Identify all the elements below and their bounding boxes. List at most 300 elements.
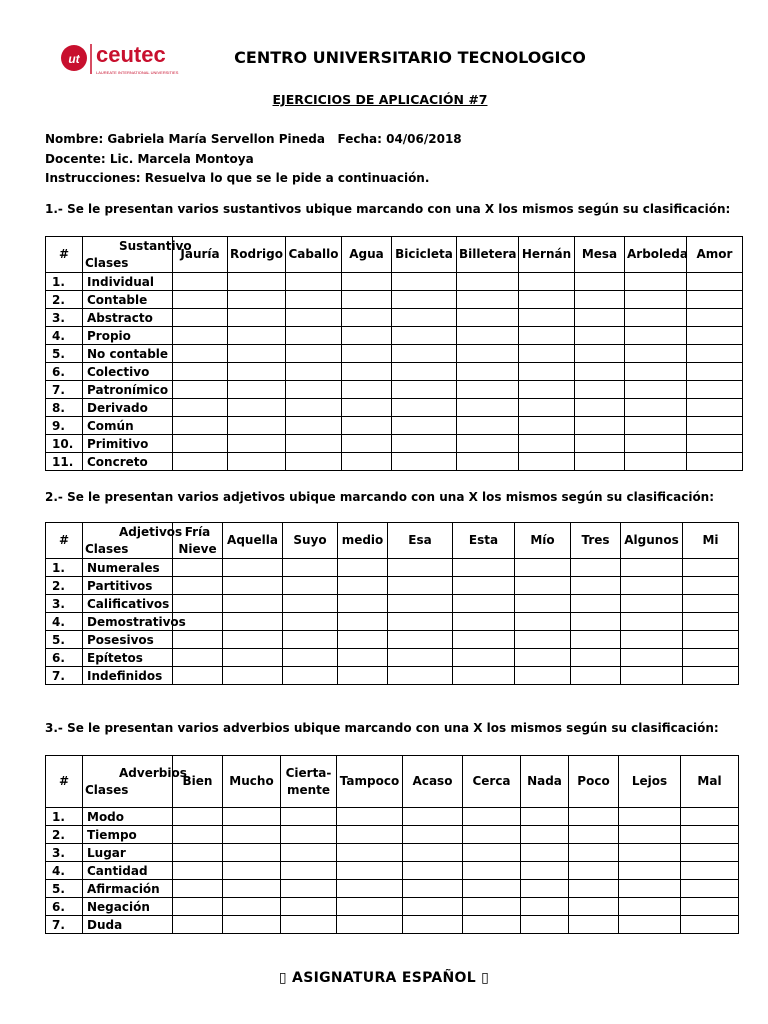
answer-cell[interactable] xyxy=(515,559,571,577)
answer-cell[interactable] xyxy=(388,667,453,685)
answer-cell[interactable] xyxy=(687,327,743,345)
answer-cell[interactable] xyxy=(575,363,625,381)
answer-cell[interactable] xyxy=(687,273,743,291)
answer-cell[interactable] xyxy=(621,613,683,631)
answer-cell[interactable] xyxy=(223,631,283,649)
answer-cell[interactable] xyxy=(571,577,621,595)
answer-cell[interactable] xyxy=(453,667,515,685)
col-header-word: Algunos xyxy=(621,523,683,559)
answer-cell[interactable] xyxy=(337,898,403,916)
row-class-label: Lugar xyxy=(83,844,173,862)
row-number: 4. xyxy=(46,613,83,631)
answer-cell[interactable] xyxy=(687,381,743,399)
answer-cell[interactable] xyxy=(681,880,739,898)
answer-cell[interactable] xyxy=(392,435,457,453)
answer-cell[interactable] xyxy=(463,862,521,880)
col-header-word: Mi xyxy=(683,523,739,559)
answer-cell[interactable] xyxy=(338,577,388,595)
answer-cell[interactable] xyxy=(521,916,569,934)
answer-cell[interactable] xyxy=(173,327,228,345)
answer-cell[interactable] xyxy=(463,808,521,826)
answer-cell[interactable] xyxy=(388,595,453,613)
row-class-label: Demostrativos xyxy=(83,613,173,631)
answer-cell[interactable] xyxy=(286,291,342,309)
answer-cell[interactable] xyxy=(519,291,575,309)
col-header-word: Cerca xyxy=(463,756,521,808)
answer-cell[interactable] xyxy=(515,613,571,631)
answer-cell[interactable] xyxy=(687,453,743,471)
answer-cell[interactable] xyxy=(283,577,338,595)
answer-cell[interactable] xyxy=(521,826,569,844)
answer-cell[interactable] xyxy=(621,631,683,649)
answer-cell[interactable] xyxy=(338,613,388,631)
row-class-label: Derivado xyxy=(83,399,173,417)
answer-cell[interactable] xyxy=(342,345,392,363)
row-number: 1. xyxy=(46,273,83,291)
row-number: 6. xyxy=(46,649,83,667)
row-class-label: Contable xyxy=(83,291,173,309)
answer-cell[interactable] xyxy=(286,309,342,327)
answer-cell[interactable] xyxy=(571,667,621,685)
answer-cell[interactable] xyxy=(286,381,342,399)
answer-cell[interactable] xyxy=(173,273,228,291)
answer-cell[interactable] xyxy=(519,309,575,327)
table-row xyxy=(46,826,739,844)
answer-cell[interactable] xyxy=(388,631,453,649)
answer-cell[interactable] xyxy=(223,862,281,880)
table-header-row xyxy=(46,237,743,273)
answer-cell[interactable] xyxy=(681,826,739,844)
answer-cell[interactable] xyxy=(342,453,392,471)
answer-cell[interactable] xyxy=(621,649,683,667)
answer-cell[interactable] xyxy=(625,309,687,327)
answer-cell[interactable] xyxy=(223,844,281,862)
answer-cell[interactable] xyxy=(392,345,457,363)
answer-cell[interactable] xyxy=(228,381,286,399)
answer-cell[interactable] xyxy=(281,898,337,916)
answer-cell[interactable] xyxy=(223,613,283,631)
answer-cell[interactable] xyxy=(223,559,283,577)
answer-cell[interactable] xyxy=(403,898,463,916)
col-header-word: Arboleda xyxy=(625,237,687,273)
answer-cell[interactable] xyxy=(681,844,739,862)
answer-cell[interactable] xyxy=(519,435,575,453)
answer-cell[interactable] xyxy=(619,808,681,826)
answer-cell[interactable] xyxy=(457,309,519,327)
answer-cell[interactable] xyxy=(173,435,228,453)
answer-cell[interactable] xyxy=(625,435,687,453)
answer-cell[interactable] xyxy=(392,309,457,327)
answer-cell[interactable] xyxy=(457,399,519,417)
answer-cell[interactable] xyxy=(571,559,621,577)
answer-cell[interactable] xyxy=(619,898,681,916)
col-header-word: Fría Nieve xyxy=(173,523,223,559)
answer-cell[interactable] xyxy=(342,363,392,381)
answer-cell[interactable] xyxy=(625,399,687,417)
answer-cell[interactable] xyxy=(463,916,521,934)
answer-cell[interactable] xyxy=(683,631,739,649)
answer-cell[interactable] xyxy=(687,417,743,435)
row-number: 3. xyxy=(46,844,83,862)
answer-cell[interactable] xyxy=(173,417,228,435)
answer-cell[interactable] xyxy=(521,898,569,916)
row-class-label: Concreto xyxy=(83,453,173,471)
answer-cell[interactable] xyxy=(569,844,619,862)
col-header-word: Esta xyxy=(453,523,515,559)
answer-cell[interactable] xyxy=(575,327,625,345)
answer-cell[interactable] xyxy=(687,309,743,327)
answer-cell[interactable] xyxy=(687,345,743,363)
row-class-label: Patronímico xyxy=(83,381,173,399)
answer-cell[interactable] xyxy=(173,880,223,898)
answer-cell[interactable] xyxy=(571,613,621,631)
answer-cell[interactable] xyxy=(681,898,739,916)
answer-cell[interactable] xyxy=(283,595,338,613)
answer-cell[interactable] xyxy=(223,898,281,916)
answer-cell[interactable] xyxy=(521,880,569,898)
row-number: 7. xyxy=(46,667,83,685)
answer-cell[interactable] xyxy=(687,363,743,381)
answer-cell[interactable] xyxy=(392,363,457,381)
answer-cell[interactable] xyxy=(621,577,683,595)
answer-cell[interactable] xyxy=(342,291,392,309)
q3-prompt: 3.- Se le presentan varios adverbios ubique marcando con una X los mismos según su clasificación: xyxy=(45,721,719,735)
answer-cell[interactable] xyxy=(681,808,739,826)
answer-cell[interactable] xyxy=(338,595,388,613)
answer-cell[interactable] xyxy=(571,649,621,667)
answer-cell[interactable] xyxy=(625,345,687,363)
answer-cell[interactable] xyxy=(403,880,463,898)
answer-cell[interactable] xyxy=(463,826,521,844)
answer-cell[interactable] xyxy=(575,417,625,435)
table-row xyxy=(46,417,743,435)
row-number: 5. xyxy=(46,345,83,363)
table-row xyxy=(46,649,739,667)
answer-cell[interactable] xyxy=(625,327,687,345)
answer-cell[interactable] xyxy=(519,327,575,345)
answer-cell[interactable] xyxy=(337,844,403,862)
answer-cell[interactable] xyxy=(519,273,575,291)
instructions-line: Instrucciones: Resuelva lo que se le pide a continuación. xyxy=(45,171,430,185)
answer-cell[interactable] xyxy=(575,309,625,327)
answer-cell[interactable] xyxy=(173,808,223,826)
answer-cell[interactable] xyxy=(519,345,575,363)
col-header-word: Jauría xyxy=(173,237,228,273)
table-row xyxy=(46,613,739,631)
answer-cell[interactable] xyxy=(286,273,342,291)
answer-cell[interactable] xyxy=(453,559,515,577)
answer-cell[interactable] xyxy=(173,363,228,381)
answer-cell[interactable] xyxy=(625,417,687,435)
answer-cell[interactable] xyxy=(569,880,619,898)
answer-cell[interactable] xyxy=(515,667,571,685)
answer-cell[interactable] xyxy=(223,880,281,898)
answer-cell[interactable] xyxy=(453,595,515,613)
answer-cell[interactable] xyxy=(392,327,457,345)
answer-cell[interactable] xyxy=(403,826,463,844)
answer-cell[interactable] xyxy=(519,417,575,435)
answer-cell[interactable] xyxy=(286,345,342,363)
answer-cell[interactable] xyxy=(342,417,392,435)
answer-cell[interactable] xyxy=(521,844,569,862)
answer-cell[interactable] xyxy=(625,291,687,309)
answer-cell[interactable] xyxy=(281,808,337,826)
answer-cell[interactable] xyxy=(683,595,739,613)
answer-cell[interactable] xyxy=(457,291,519,309)
page-subtitle: EJERCICIOS DE APLICACIÓN #7 xyxy=(272,92,488,107)
answer-cell[interactable] xyxy=(342,399,392,417)
table-row xyxy=(46,667,739,685)
answer-cell[interactable] xyxy=(173,453,228,471)
row-number: 7. xyxy=(46,916,83,934)
answer-cell[interactable] xyxy=(625,381,687,399)
answer-cell[interactable] xyxy=(228,417,286,435)
answer-cell[interactable] xyxy=(338,631,388,649)
answer-cell[interactable] xyxy=(687,435,743,453)
answer-cell[interactable] xyxy=(521,808,569,826)
answer-cell[interactable] xyxy=(681,862,739,880)
answer-cell[interactable] xyxy=(337,916,403,934)
answer-cell[interactable] xyxy=(683,577,739,595)
answer-cell[interactable] xyxy=(173,826,223,844)
answer-cell[interactable] xyxy=(173,345,228,363)
answer-cell[interactable] xyxy=(683,667,739,685)
answer-cell[interactable] xyxy=(228,363,286,381)
answer-cell[interactable] xyxy=(286,417,342,435)
answer-cell[interactable] xyxy=(571,631,621,649)
answer-cell[interactable] xyxy=(281,826,337,844)
answer-cell[interactable] xyxy=(286,435,342,453)
col-header-word: Tampoco xyxy=(337,756,403,808)
col-header-class-title: Adjetivos xyxy=(119,524,183,539)
row-number: 1. xyxy=(46,559,83,577)
answer-cell[interactable] xyxy=(228,309,286,327)
answer-cell[interactable] xyxy=(625,453,687,471)
answer-cell[interactable] xyxy=(453,649,515,667)
answer-cell[interactable] xyxy=(223,577,283,595)
answer-cell[interactable] xyxy=(575,453,625,471)
answer-cell[interactable] xyxy=(575,381,625,399)
answer-cell[interactable] xyxy=(392,417,457,435)
answer-cell[interactable] xyxy=(569,808,619,826)
answer-cell[interactable] xyxy=(619,826,681,844)
row-number: 6. xyxy=(46,898,83,916)
answer-cell[interactable] xyxy=(228,273,286,291)
answer-cell[interactable] xyxy=(223,667,283,685)
answer-cell[interactable] xyxy=(173,916,223,934)
answer-cell[interactable] xyxy=(519,363,575,381)
col-header-number: # xyxy=(46,523,83,559)
answer-cell[interactable] xyxy=(519,399,575,417)
answer-cell[interactable] xyxy=(575,399,625,417)
answer-cell[interactable] xyxy=(388,577,453,595)
answer-cell[interactable] xyxy=(173,631,223,649)
answer-cell[interactable] xyxy=(342,309,392,327)
answer-cell[interactable] xyxy=(453,631,515,649)
answer-cell[interactable] xyxy=(683,613,739,631)
answer-cell[interactable] xyxy=(286,453,342,471)
answer-cell[interactable] xyxy=(173,649,223,667)
answer-cell[interactable] xyxy=(337,880,403,898)
answer-cell[interactable] xyxy=(173,577,223,595)
answer-cell[interactable] xyxy=(619,862,681,880)
answer-cell[interactable] xyxy=(683,559,739,577)
answer-cell[interactable] xyxy=(457,345,519,363)
answer-cell[interactable] xyxy=(392,399,457,417)
answer-cell[interactable] xyxy=(342,435,392,453)
answer-cell[interactable] xyxy=(457,435,519,453)
answer-cell[interactable] xyxy=(281,880,337,898)
answer-cell[interactable] xyxy=(619,844,681,862)
answer-cell[interactable] xyxy=(457,417,519,435)
answer-cell[interactable] xyxy=(463,898,521,916)
answer-cell[interactable] xyxy=(625,273,687,291)
answer-cell[interactable] xyxy=(286,327,342,345)
answer-cell[interactable] xyxy=(453,577,515,595)
answer-cell[interactable] xyxy=(569,862,619,880)
answer-cell[interactable] xyxy=(388,649,453,667)
answer-cell[interactable] xyxy=(457,327,519,345)
answer-cell[interactable] xyxy=(173,898,223,916)
answer-cell[interactable] xyxy=(569,898,619,916)
answer-cell[interactable] xyxy=(342,381,392,399)
answer-cell[interactable] xyxy=(338,649,388,667)
table-row xyxy=(46,399,743,417)
answer-cell[interactable] xyxy=(173,399,228,417)
table-row xyxy=(46,595,739,613)
answer-cell[interactable] xyxy=(342,327,392,345)
row-number: 2. xyxy=(46,291,83,309)
answer-cell[interactable] xyxy=(403,862,463,880)
answer-cell[interactable] xyxy=(625,363,687,381)
answer-cell[interactable] xyxy=(173,595,223,613)
answer-cell[interactable] xyxy=(173,559,223,577)
table-row xyxy=(46,898,739,916)
answer-cell[interactable] xyxy=(283,649,338,667)
table-row xyxy=(46,363,743,381)
answer-cell[interactable] xyxy=(457,453,519,471)
answer-cell[interactable] xyxy=(228,291,286,309)
answer-cell[interactable] xyxy=(337,808,403,826)
answer-cell[interactable] xyxy=(519,453,575,471)
answer-cell[interactable] xyxy=(173,844,223,862)
answer-cell[interactable] xyxy=(338,559,388,577)
answer-cell[interactable] xyxy=(575,273,625,291)
answer-cell[interactable] xyxy=(281,916,337,934)
answer-cell[interactable] xyxy=(283,613,338,631)
table-row xyxy=(46,381,743,399)
answer-cell[interactable] xyxy=(687,399,743,417)
answer-cell[interactable] xyxy=(515,595,571,613)
row-class-label: No contable xyxy=(83,345,173,363)
col-header-classes xyxy=(83,756,187,808)
answer-cell[interactable] xyxy=(228,345,286,363)
answer-cell[interactable] xyxy=(621,667,683,685)
answer-cell[interactable] xyxy=(228,399,286,417)
answer-cell[interactable] xyxy=(223,808,281,826)
answer-cell[interactable] xyxy=(457,363,519,381)
row-number: 11. xyxy=(46,453,83,471)
answer-cell[interactable] xyxy=(281,862,337,880)
answer-cell[interactable] xyxy=(621,559,683,577)
answer-cell[interactable] xyxy=(457,273,519,291)
answer-cell[interactable] xyxy=(403,916,463,934)
answer-cell[interactable] xyxy=(392,453,457,471)
answer-cell[interactable] xyxy=(569,916,619,934)
answer-cell[interactable] xyxy=(281,844,337,862)
row-class-label: Propio xyxy=(83,327,173,345)
answer-cell[interactable] xyxy=(342,273,392,291)
answer-cell[interactable] xyxy=(619,880,681,898)
answer-cell[interactable] xyxy=(515,577,571,595)
answer-cell[interactable] xyxy=(283,559,338,577)
answer-cell[interactable] xyxy=(392,273,457,291)
answer-cell[interactable] xyxy=(463,880,521,898)
student-name-line: Nombre: Gabriela María Servellon Pineda Fecha: 04/06/2018 xyxy=(45,132,462,146)
answer-cell[interactable] xyxy=(173,667,223,685)
answer-cell[interactable] xyxy=(457,381,519,399)
answer-cell[interactable] xyxy=(575,435,625,453)
answer-cell[interactable] xyxy=(681,916,739,934)
answer-cell[interactable] xyxy=(575,291,625,309)
answer-cell[interactable] xyxy=(173,291,228,309)
answer-cell[interactable] xyxy=(575,345,625,363)
answer-cell[interactable] xyxy=(283,631,338,649)
answer-cell[interactable] xyxy=(223,826,281,844)
answer-cell[interactable] xyxy=(388,613,453,631)
answer-cell[interactable] xyxy=(571,595,621,613)
col-header-word: Poco xyxy=(569,756,619,808)
answer-cell[interactable] xyxy=(228,453,286,471)
answer-cell[interactable] xyxy=(223,916,281,934)
answer-cell[interactable] xyxy=(337,826,403,844)
answer-cell[interactable] xyxy=(521,862,569,880)
answer-cell[interactable] xyxy=(519,381,575,399)
answer-cell[interactable] xyxy=(683,649,739,667)
answer-cell[interactable] xyxy=(621,595,683,613)
answer-cell[interactable] xyxy=(286,399,342,417)
answer-cell[interactable] xyxy=(392,381,457,399)
answer-cell[interactable] xyxy=(569,826,619,844)
answer-cell[interactable] xyxy=(283,667,338,685)
q1-table xyxy=(45,236,743,471)
answer-cell[interactable] xyxy=(228,435,286,453)
answer-cell[interactable] xyxy=(338,667,388,685)
answer-cell[interactable] xyxy=(173,862,223,880)
answer-cell[interactable] xyxy=(403,808,463,826)
q1-prompt: 1.- Se le presentan varios sustantivos ubique marcando con una X los mismos según su clasificación: xyxy=(45,202,731,216)
answer-cell[interactable] xyxy=(453,613,515,631)
answer-cell[interactable] xyxy=(463,844,521,862)
answer-cell[interactable] xyxy=(392,291,457,309)
answer-cell[interactable] xyxy=(286,363,342,381)
answer-cell[interactable] xyxy=(687,291,743,309)
answer-cell[interactable] xyxy=(173,381,228,399)
svg-text:ut: ut xyxy=(68,52,80,66)
answer-cell[interactable] xyxy=(337,862,403,880)
answer-cell[interactable] xyxy=(403,844,463,862)
answer-cell[interactable] xyxy=(223,649,283,667)
answer-cell[interactable] xyxy=(515,631,571,649)
answer-cell[interactable] xyxy=(173,309,228,327)
answer-cell[interactable] xyxy=(228,327,286,345)
answer-cell[interactable] xyxy=(223,595,283,613)
answer-cell[interactable] xyxy=(515,649,571,667)
answer-cell[interactable] xyxy=(619,916,681,934)
col-header-word: Bien xyxy=(173,756,223,808)
col-header-word: Rodrigo xyxy=(228,237,286,273)
answer-cell[interactable] xyxy=(388,559,453,577)
